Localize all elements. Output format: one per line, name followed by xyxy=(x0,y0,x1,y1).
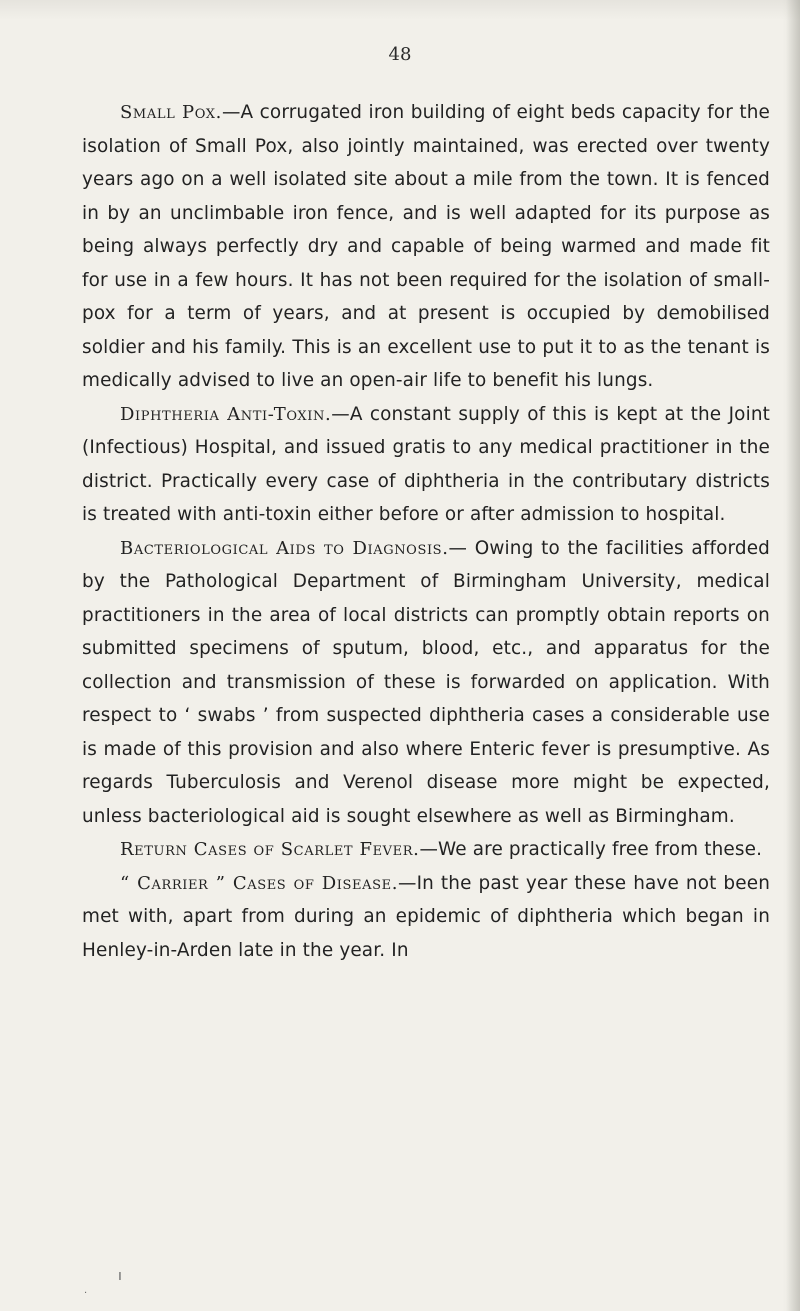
section-heading-small-pox: Small Pox. xyxy=(120,102,222,123)
section-heading-bacteriological-aids: Bacteriological Aids to Diagnosis. xyxy=(120,537,449,559)
paragraph-diphtheria-anti-toxin xyxy=(82,398,770,532)
page-edge-shadow xyxy=(786,0,800,1311)
speck-mark: · xyxy=(84,1288,88,1299)
paragraph-body-bacteriological-aids: — Owing to the facilities afforded by the Pathological Department of Birmingham University, medical practitioners in the area of local districts can promptly obtain reports on submitted specimens of sputum, blood, etc., and apparatus for the collection and transmission of these is forwarded on application. With respect to ‘ swabs ’ from suspected diphtheria cases a considerable use is made of this provision and also where Enteric fever is presumptive. As regards Tuberculosis and Verenol disease more might be expected, unless bacteriological aid is sought elsewhere as well as Birmingham. xyxy=(82,537,770,827)
paragraph-body-diphtheria-anti-toxin: —A constant supply of this is kept at the Joint (Infectious) Hospital, and issued gratis to any medical practitioner in the district. Practically every case of diphtheria in the contributary districts is treated with anti-toxin either before or after admission to hospital. xyxy=(82,403,771,525)
paragraph-body-carrier-cases: —In the past year these have not been met with, apart from during an epidemic of diphtheria which began in Henley-in-Arden late in the year. In xyxy=(82,872,770,961)
page-number: 48 xyxy=(388,44,412,65)
section-heading-diphtheria-anti-toxin: Diphtheria Anti-Toxin. xyxy=(120,403,332,425)
paragraph-body-small-pox: —A corrugated iron building of eight beds capacity for the isolation of Small Pox, also jointly maintained, was erected over twenty years ago on a well isolated site about a mile from the town. It is fenced in by an unclimbable iron fence, and is well adapted for its purpose as being always perfectly dry and capable of being warmed and made fit for use in a few hours. It has not been required for the isolation of small-pox for a term of years, and at present is occupied by demobilised soldier and his family. This is an excellent use to put it to as the tenant is medically advised to live an open-air life to benefit his lungs. xyxy=(82,102,770,391)
paragraph-small-pox xyxy=(82,96,770,398)
paragraph-bacteriological-aids xyxy=(82,532,770,834)
paragraph-carrier-cases xyxy=(82,867,770,968)
paragraph-body-return-cases: —We are practically free from these. xyxy=(419,839,763,860)
body-text xyxy=(82,96,770,967)
paragraph-return-cases xyxy=(82,833,770,867)
section-heading-carrier-cases: “ Carrier ” Cases of Disease. xyxy=(120,872,399,894)
section-heading-return-cases: Return Cases of Scarlet Fever. xyxy=(120,839,420,860)
speck-mark: ı xyxy=(118,1268,122,1284)
